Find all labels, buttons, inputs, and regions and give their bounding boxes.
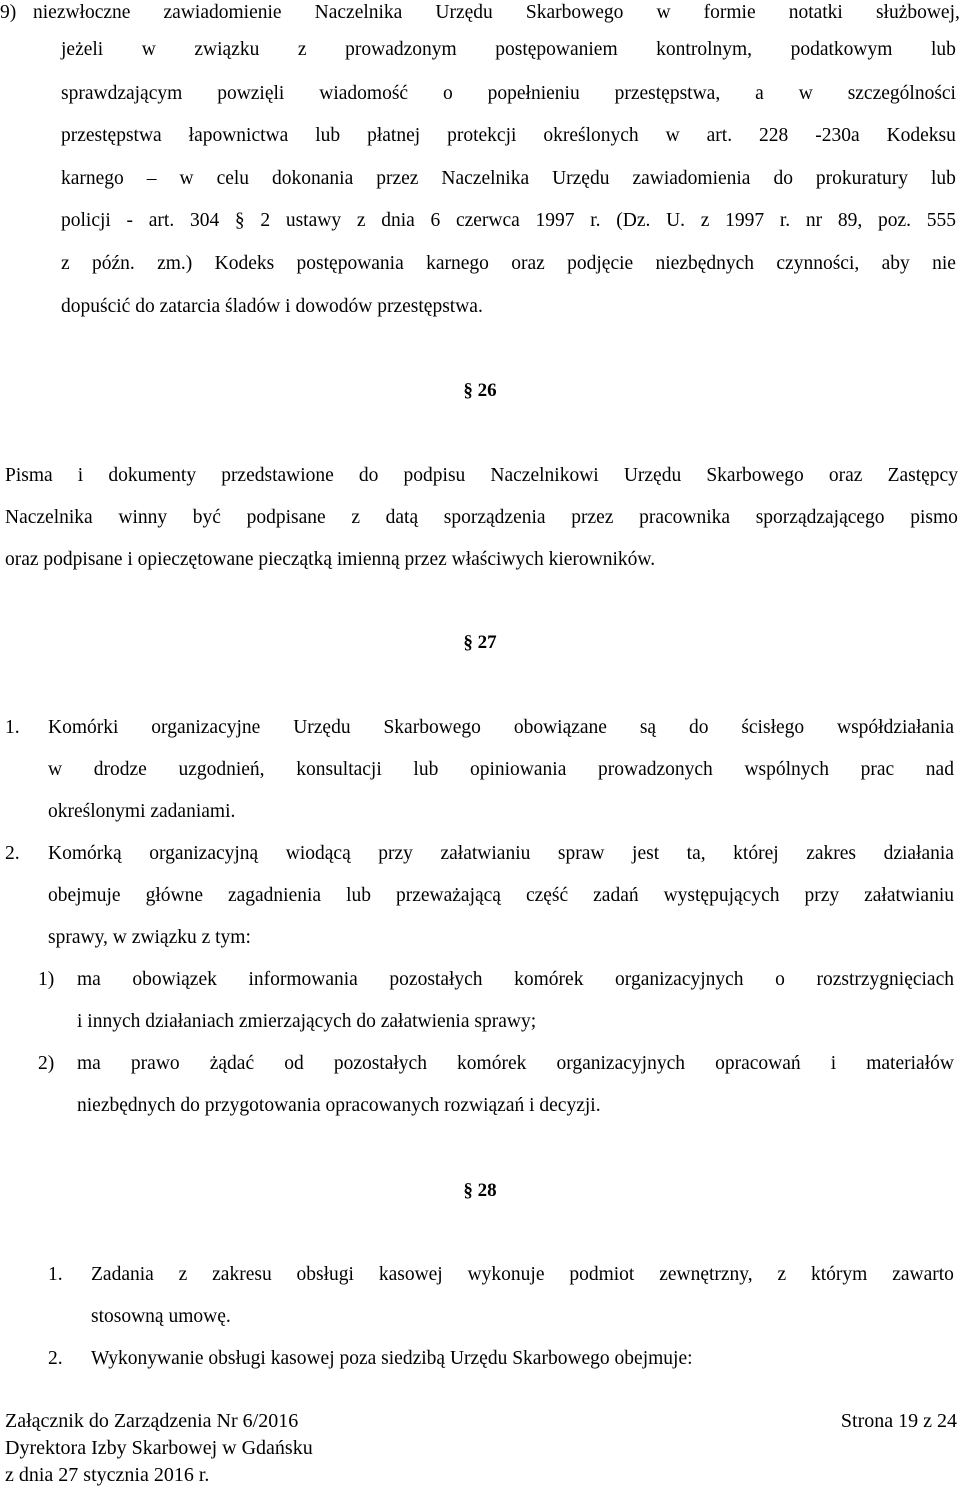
word: zawiadomienie <box>163 2 282 23</box>
word: zawiadomienia <box>632 168 751 189</box>
word: występujących <box>663 885 780 906</box>
word: z <box>700 210 710 231</box>
word: protekcji <box>447 125 517 146</box>
word: datą <box>385 507 419 528</box>
word: przeważającą <box>395 885 501 906</box>
word: powzięli <box>217 83 285 104</box>
word: (Dz. <box>616 210 651 231</box>
word: postępowaniem <box>495 39 618 60</box>
word: Urzędu <box>435 2 493 23</box>
word: zadań <box>593 885 639 906</box>
word: o <box>442 83 453 104</box>
section-27-sub1-marker: 1) <box>38 969 55 990</box>
word: oraz <box>828 465 863 486</box>
word: i <box>77 465 84 486</box>
word: ścisłego <box>741 717 805 738</box>
word: r. <box>590 210 601 231</box>
item-9-line-4 <box>61 125 956 147</box>
item-9-line-1 <box>33 2 960 24</box>
word: obsługi <box>296 1264 354 1285</box>
word: Komórką <box>48 843 122 864</box>
word: od <box>284 1053 304 1074</box>
word: Zadania <box>91 1264 154 1285</box>
word: późn. <box>91 253 135 274</box>
word: załatwianiu <box>440 843 531 864</box>
section-26-heading: § 26 <box>463 380 497 401</box>
word: z <box>777 1264 787 1285</box>
word: z <box>178 1264 188 1285</box>
word: § <box>234 210 245 231</box>
word: którym <box>811 1264 868 1285</box>
word: poz. <box>877 210 911 231</box>
word: ta, <box>686 843 706 864</box>
word: drodze <box>93 759 147 780</box>
section-27-sub1-line-2: i innych działaniach zmierzających do załatwienia sprawy; <box>77 1011 537 1032</box>
word: 555 <box>926 210 956 231</box>
word: przy <box>804 885 840 906</box>
section-27-p2-line-3: sprawy, w związku z tym: <box>48 927 251 948</box>
footer-page-number: Strona 19 z 24 <box>840 1410 957 1432</box>
word: są <box>639 717 657 738</box>
word: Skarbowego <box>525 2 624 23</box>
word: lub <box>346 885 371 906</box>
section-27-p1-marker: 1. <box>5 717 20 738</box>
word: policji <box>61 210 111 231</box>
word: -230a <box>815 125 860 146</box>
section-28-p1-line-1 <box>91 1264 954 1286</box>
word: łapownictwa <box>188 125 289 146</box>
word: jeżeli <box>61 39 104 60</box>
word: dnia <box>381 210 415 231</box>
section-28-heading: § 28 <box>463 1180 497 1201</box>
word: podatkowym <box>790 39 893 60</box>
word: do <box>358 465 379 486</box>
word: notatki <box>788 2 843 23</box>
word: określonych <box>543 125 639 146</box>
word: oraz <box>511 253 545 274</box>
word: niezwłoczne <box>33 2 131 23</box>
word: lub <box>315 125 341 146</box>
word: 304 <box>189 210 220 231</box>
word: popełnieniu <box>487 83 580 104</box>
word: wspólnych <box>744 759 829 780</box>
word: w <box>665 125 680 146</box>
word: dokonania <box>272 168 354 189</box>
word: zawarto <box>892 1264 954 1285</box>
word: prowadzonym <box>345 39 457 60</box>
word: z <box>61 253 70 274</box>
word: podpisane <box>246 507 326 528</box>
word: zm.) <box>157 253 193 274</box>
word: obejmuje <box>48 885 121 906</box>
word: z <box>351 507 360 528</box>
word: opiniowania <box>469 759 567 780</box>
word: organizacyjnych <box>556 1053 685 1074</box>
word: postępowania <box>296 253 404 274</box>
section-27-p2-line-2 <box>48 885 954 907</box>
word: pozostałych <box>333 1053 427 1074</box>
section-27-heading: § 27 <box>463 632 497 653</box>
word: przestępstwa <box>61 125 162 146</box>
word: pozostałych <box>389 969 483 990</box>
word: przedstawione <box>221 465 334 486</box>
word: opracowań <box>715 1053 801 1074</box>
word: konsultacji <box>296 759 382 780</box>
word: prowadzonych <box>598 759 713 780</box>
word: i <box>830 1053 837 1074</box>
word: 228 <box>759 125 789 146</box>
word: Komórki <box>48 717 119 738</box>
word: Urzędu <box>623 465 682 486</box>
word: z <box>297 39 307 60</box>
word: przez <box>376 168 419 189</box>
word: służbowej, <box>875 2 960 23</box>
word: art. <box>706 125 733 146</box>
word: pracownika <box>639 507 731 528</box>
word: dokumenty <box>108 465 197 486</box>
word: zakres <box>806 843 857 864</box>
word: lub <box>413 759 439 780</box>
word: w <box>798 83 813 104</box>
word: informowania <box>248 969 358 990</box>
word: 1997 <box>535 210 575 231</box>
item-9-line-6 <box>61 210 956 232</box>
word: sporządzającego <box>755 507 885 528</box>
word: być <box>192 507 221 528</box>
word: prokuratury <box>815 168 908 189</box>
section-28-p2-marker: 2. <box>48 1348 63 1369</box>
footer-attachment: Załącznik do Zarządzenia Nr 6/2016 <box>5 1410 299 1432</box>
word: przez <box>571 507 614 528</box>
word: karnego <box>61 168 124 189</box>
word: prawo <box>130 1053 180 1074</box>
word: działania <box>883 843 954 864</box>
word: w <box>656 2 671 23</box>
word: do <box>773 168 793 189</box>
word: Pisma <box>5 465 53 486</box>
word: główne <box>145 885 203 906</box>
word: organizacyjne <box>151 717 261 738</box>
word: kasowej <box>378 1264 443 1285</box>
item-9-line-3 <box>61 83 956 105</box>
word: karnego <box>426 253 489 274</box>
word: prac <box>860 759 895 780</box>
word: organizacyjną <box>149 843 259 864</box>
word: płatnej <box>367 125 421 146</box>
section-27-p2-marker: 2. <box>5 843 20 864</box>
word: podpisu <box>403 465 466 486</box>
word: Naczelnika <box>5 507 93 528</box>
word: żądać <box>209 1053 255 1074</box>
section-28-p1-marker: 1. <box>48 1264 63 1285</box>
footer-issuer: Dyrektora Izby Skarbowej w Gdańsku <box>5 1437 313 1459</box>
word: wiodącą <box>285 843 351 864</box>
footer-date: z dnia 27 stycznia 2016 r. <box>5 1464 210 1486</box>
word: Zastępcy <box>887 465 958 486</box>
word: przestępstwa, <box>614 83 721 104</box>
word: obowiązek <box>132 969 217 990</box>
word: uzgodnień, <box>178 759 265 780</box>
word: podjęcie <box>567 253 634 274</box>
word: wiadomość <box>319 83 409 104</box>
item-9-line-5 <box>61 168 956 190</box>
word: organizacyjnych <box>615 969 744 990</box>
word: winny <box>118 507 168 528</box>
word: część <box>525 885 569 906</box>
word: zewnętrzny, <box>659 1264 753 1285</box>
section-27-sub2-line-1 <box>77 1053 954 1075</box>
section-26-line-2 <box>5 507 958 529</box>
word: - <box>126 210 134 231</box>
word: z <box>356 210 366 231</box>
word: a <box>755 83 764 104</box>
word: aby <box>881 253 910 274</box>
word: materiałów <box>866 1053 954 1074</box>
word: Skarbowego <box>383 717 481 738</box>
word: lub <box>930 39 956 60</box>
word: Naczelnika <box>314 2 403 23</box>
section-28-p1-line-2: stosowną umowę. <box>91 1306 231 1327</box>
word: ma <box>77 1053 101 1074</box>
word: nie <box>932 253 956 274</box>
word: do <box>688 717 709 738</box>
item-9-line-7 <box>61 253 956 275</box>
section-27-p1-line-3: określonymi zadaniami. <box>48 801 236 822</box>
word: ustawy <box>285 210 342 231</box>
word: komórek <box>457 1053 527 1074</box>
word: współdziałania <box>837 717 954 738</box>
word: w <box>141 39 156 60</box>
word: – <box>146 168 157 189</box>
word: której <box>733 843 779 864</box>
word: o <box>775 969 785 990</box>
word: w <box>48 759 63 780</box>
word: U. <box>666 210 686 231</box>
word: Naczelnika <box>441 168 530 189</box>
word: komórek <box>514 969 584 990</box>
word: szczególności <box>847 83 956 104</box>
word: Urzędu <box>293 717 351 738</box>
word: zakresu <box>212 1264 272 1285</box>
word: związku <box>194 39 260 60</box>
word: niezbędnych <box>655 253 755 274</box>
word: Kodeksu <box>886 125 956 146</box>
section-28-p2-line-1: Wykonywanie obsługi kasowej poza siedzibą Urzędu Skarbowego obejmuje: <box>91 1348 693 1369</box>
item-9-marker: 9) <box>0 2 17 23</box>
word: nad <box>925 759 954 780</box>
word: spraw <box>557 843 605 864</box>
word: 1997 <box>725 210 765 231</box>
word: zagadnienia <box>227 885 322 906</box>
word: pismo <box>910 507 958 528</box>
word: czerwca <box>455 210 520 231</box>
word: r. <box>779 210 791 231</box>
word: Skarbowego <box>706 465 804 486</box>
word: obowiązane <box>513 717 607 738</box>
word: Naczelnikowi <box>490 465 599 486</box>
section-27-sub2-line-2: niezbędnych do przygotowania opracowanych rozwiązań i decyzji. <box>77 1095 601 1116</box>
word: Urzędu <box>552 168 610 189</box>
word: sprawdzającym <box>61 83 183 104</box>
word: Kodeks <box>214 253 275 274</box>
word: 2 <box>260 210 271 231</box>
word: przy <box>378 843 413 864</box>
section-27-sub1-line-1 <box>77 969 954 991</box>
word: lub <box>930 168 956 189</box>
word: jest <box>632 843 660 864</box>
item-9-line-2 <box>61 39 956 61</box>
word: 6 <box>430 210 441 231</box>
section-27-p2-line-1 <box>48 843 954 865</box>
section-26-line-1 <box>5 465 958 487</box>
word: rozstrzygnięciach <box>816 969 954 990</box>
word: 89, <box>837 210 863 231</box>
item-9-line-8: dopuścić do zatarcia śladów i dowodów przestępstwa. <box>61 296 483 317</box>
section-27-p1-line-2 <box>48 759 954 781</box>
word: formie <box>703 2 756 23</box>
word: w <box>179 168 194 189</box>
word: załatwianiu <box>864 885 954 906</box>
word: podmiot <box>569 1264 635 1285</box>
section-26-line-3: oraz podpisane i opieczętowane pieczątką imienną przez właściwych kierowników. <box>5 549 656 570</box>
word: nr <box>805 210 823 231</box>
word: czynności, <box>776 253 860 274</box>
section-27-p1-line-1 <box>48 717 954 739</box>
word: wykonuje <box>467 1264 545 1285</box>
word: sporządzenia <box>443 507 546 528</box>
word: kontrolnym, <box>656 39 753 60</box>
word: ma <box>77 969 101 990</box>
word: celu <box>216 168 250 189</box>
section-27-sub2-marker: 2) <box>38 1053 55 1074</box>
word: art. <box>148 210 175 231</box>
